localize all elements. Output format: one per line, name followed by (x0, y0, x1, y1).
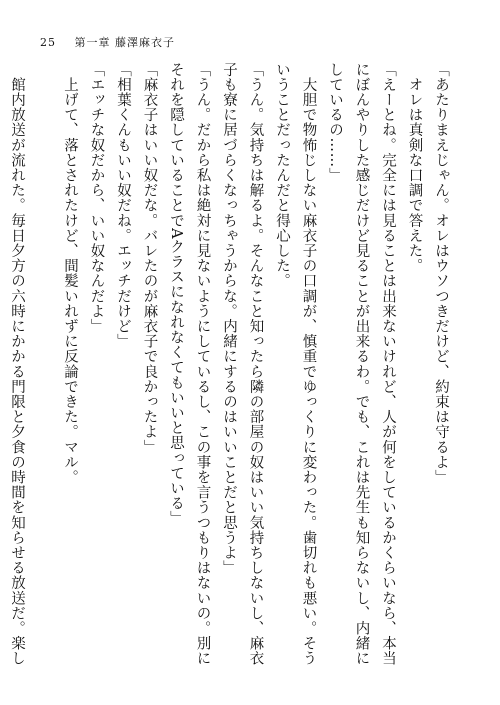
text-line: 「麻衣子はいい奴だな。バレたのが麻衣子で良かったよ」 (141, 62, 158, 455)
text-line: 子も寮に居づらくなっちゃうからな。内緒にするのはいいことだと思うよ」 (221, 62, 237, 576)
text-line: 「うん。気持ちは解るよ。そんなこと知ったら隣の部屋の奴はいい気持ちしないし、麻衣 (247, 62, 264, 666)
text-line: しているの……」 (327, 62, 343, 183)
text-line: 「えーとね。完全には見ることは出来ないけれど、人が何をしているかくらいなら、本当 (380, 62, 396, 666)
text-line: 上げて、落とされたけど、間髪いれずに反論できた。マル。 (62, 62, 78, 485)
blank-line (30, 62, 57, 662)
page-number: 25 (40, 36, 56, 49)
text-line: 大胆で物怖じしない麻衣子の口調が、慎重でゆっくりに変わった。歯切れも悪い。そう (300, 62, 317, 666)
text-line: それを隠していることでAクラスになれなくてもいいと思っている」 (168, 62, 184, 527)
text-line (0, 62, 4, 662)
text-line: オレは真剣な口調で答えた。 (406, 62, 423, 274)
text-line: いうことだったんだと得心した。 (274, 62, 290, 289)
text-line: 「エッチな奴だから、いい奴なんだよ」 (88, 62, 105, 334)
vertical-text-body (0, 62, 454, 666)
chapter-title: 藤澤麻衣子 (115, 36, 175, 49)
text-line: 「相葉くんもいい奴だね。エッチだけど」 (115, 62, 131, 349)
text-line: 館内放送が流れた。毎日夕方の六時にかかる門限と夕食の時間を知らせる放送だ。楽し (9, 62, 25, 666)
chapter-label: 第一章 (74, 36, 111, 49)
text-line: 「あたりまえじゃん。オレはウソつきだけど、約束は守るよ」 (433, 62, 449, 485)
text-line: にぼんやりした感じだけど見ることが出来るわ。でも、これは先生も知らないし、内緒に (353, 62, 370, 666)
text-line: 「うん。だから私は絶対に見ないようにしているし、この事を言うつもりはないの。別に (194, 62, 211, 666)
running-header (40, 34, 175, 50)
